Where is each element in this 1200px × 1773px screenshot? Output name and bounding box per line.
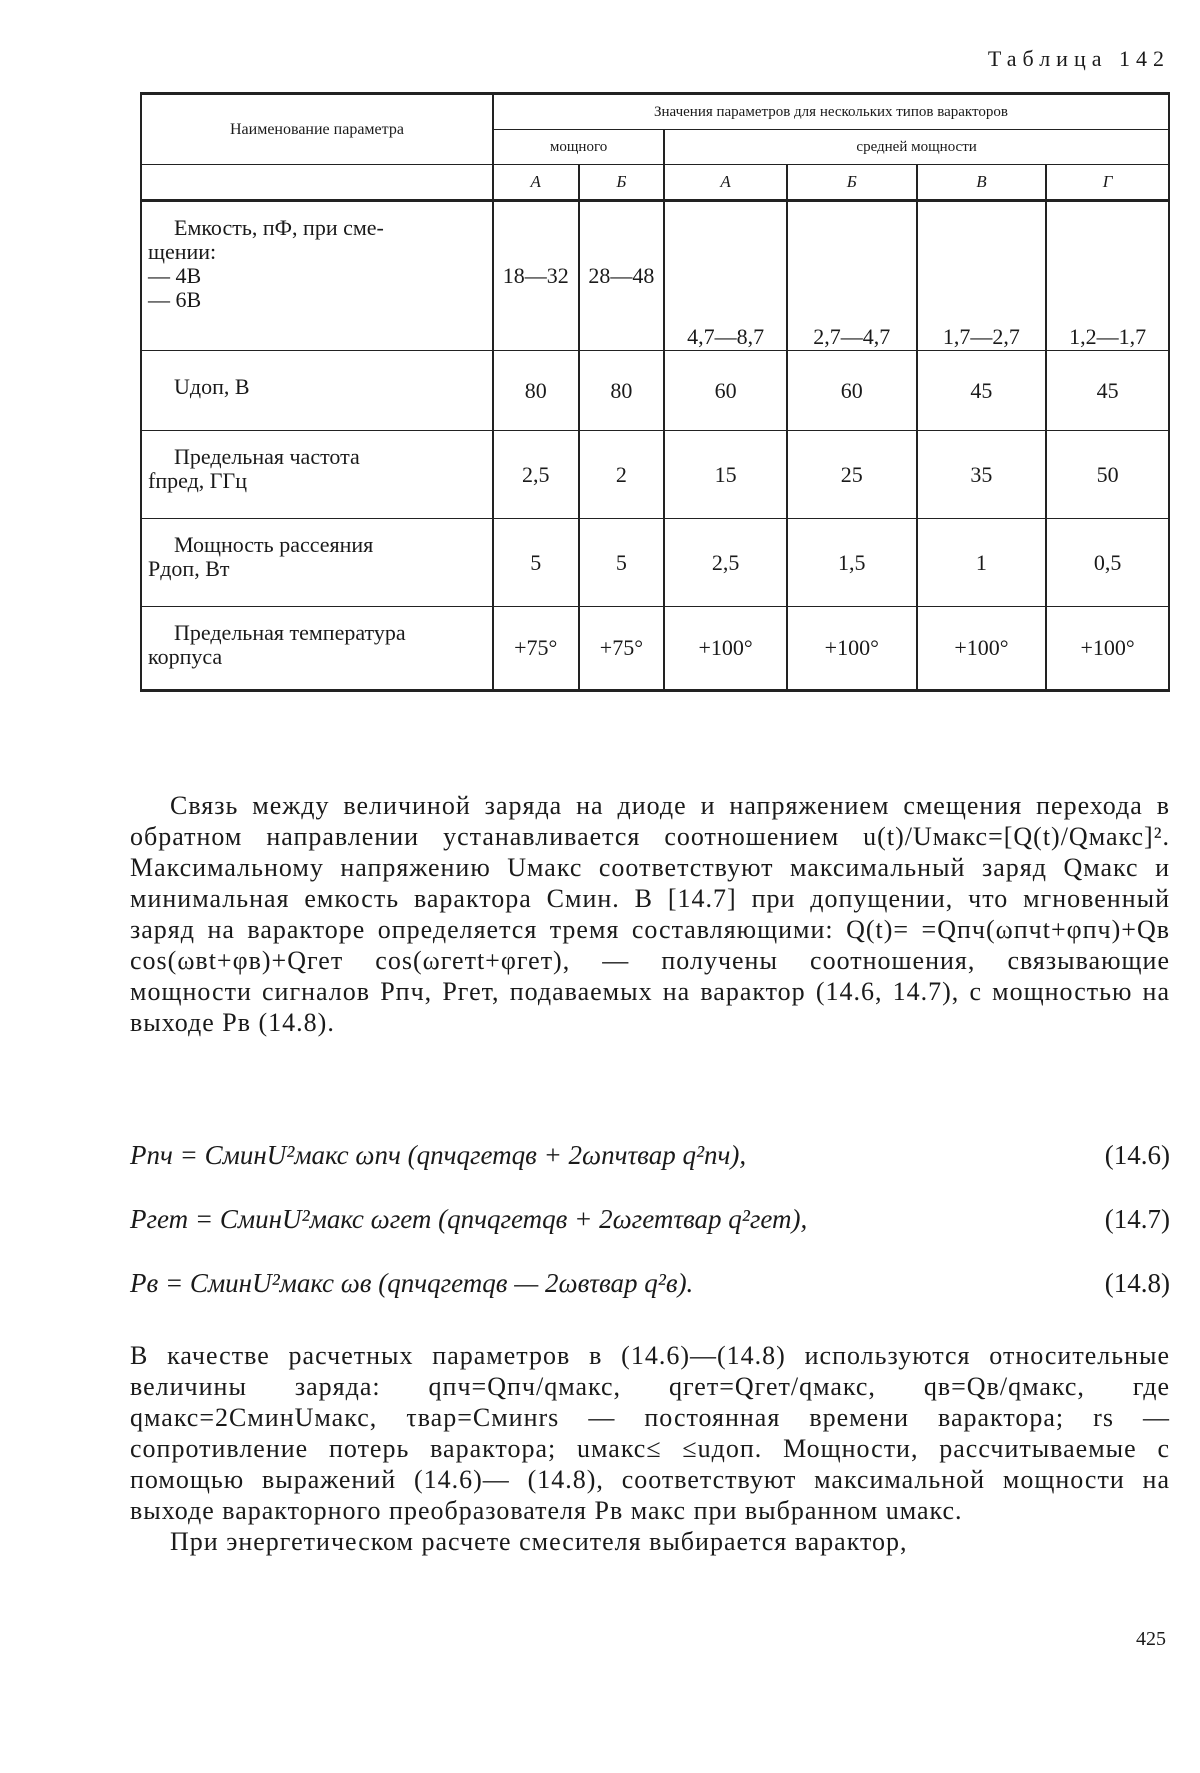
body-paragraph-2 xyxy=(130,1340,1170,1557)
row-label-line: Предельная частота xyxy=(174,444,360,469)
cell-value: 15 xyxy=(664,431,787,519)
cell-value: 0,5 xyxy=(1046,519,1169,607)
table-row xyxy=(141,519,1169,607)
row-label-line: Емкость, пФ, при сме- xyxy=(174,215,384,240)
cell-value: 45 xyxy=(1046,351,1169,431)
cell-value: 28—48 xyxy=(579,201,665,351)
type-header: Б xyxy=(787,165,917,201)
cell-value: 4,7—8,7 xyxy=(664,201,787,351)
cell-value: 5 xyxy=(579,519,665,607)
row-label xyxy=(141,607,493,691)
row-label-line: fпред, ГГц xyxy=(148,468,247,493)
row-label-line: Pдоп, Вт xyxy=(148,556,230,581)
paragraph-text: В качестве расчетных параметров в (14.6)—(14.8) используются относительные величины заряда: qпч=Qпч/qмакс, qгет=Qгет/qмакс, qв=Qв/qмакс, где qмакс=2CминUмакс, τвар=Cминrs — постоянная времени варактора; rs — сопротивление потерь варактора; uмакс≤ ≤uдоп. Мощности, рассчитываемые с помощью выражений (14.6)— (14.8), соответствуют максимальной мощности на выходе варакторного преобразователя Pв макс при выбранном uмакс. xyxy=(130,1341,1170,1525)
cell-value: 60 xyxy=(664,351,787,431)
param-name-header: Наименование параметра xyxy=(141,94,493,165)
table-row xyxy=(141,201,1169,351)
cell-value: 50 xyxy=(1046,431,1169,519)
row-label xyxy=(141,519,493,607)
cell-value: 80 xyxy=(493,351,579,431)
subgroup-header-medium: средней мощности xyxy=(664,130,1169,165)
equation-formula: Pпч = CминU²макс ωпч (qпчqгетqв + 2ωпчτвар q²пч), xyxy=(130,1140,747,1170)
row-label-line: — 6В xyxy=(148,287,202,312)
type-header: Г xyxy=(1046,165,1169,201)
cell-value: 25 xyxy=(787,431,917,519)
cell-value: 1 xyxy=(917,519,1047,607)
type-header: А xyxy=(664,165,787,201)
equation-number: (14.7) xyxy=(1104,1204,1170,1234)
cell-value: 18—32 xyxy=(493,201,579,351)
cell-value: 2,5 xyxy=(493,431,579,519)
paragraph-text: При энергетическом расчете смесителя выбирается варактор, xyxy=(170,1527,908,1556)
row-label-line: Мощность рассеяния xyxy=(174,532,374,557)
cell-value: +75° xyxy=(579,607,665,691)
cell-value: 2 xyxy=(579,431,665,519)
table-row xyxy=(141,431,1169,519)
cell-value: 45 xyxy=(917,351,1047,431)
cell-value: 60 xyxy=(787,351,917,431)
equation-formula: Pгет = CминU²макс ωгет (qпчqгетqв + 2ωгетτвар q²гет), xyxy=(130,1204,808,1234)
table-row xyxy=(141,351,1169,431)
cell-value: +100° xyxy=(917,607,1047,691)
subgroup-header-power: мощного xyxy=(493,130,664,165)
row-label-line: корпуса xyxy=(148,644,223,669)
type-header: В xyxy=(917,165,1047,201)
type-header-empty xyxy=(141,165,493,201)
cell-value: 2,5 xyxy=(664,519,787,607)
equation-number: (14.6) xyxy=(1104,1140,1170,1170)
type-header: Б xyxy=(579,165,665,201)
cell-value: 1,5 xyxy=(787,519,917,607)
body-paragraph-1 xyxy=(130,790,1170,1038)
row-label-line: Uдоп, В xyxy=(174,374,250,399)
type-header: А xyxy=(493,165,579,201)
equation-14-6 xyxy=(130,1140,1170,1180)
row-label xyxy=(141,431,493,519)
equation-formula: Pв = CминU²макс ωв (qпчqгетqв — 2ωвτвар q²в). xyxy=(130,1268,694,1298)
row-label xyxy=(141,351,493,431)
cell-value: 1,2—1,7 xyxy=(1046,201,1169,351)
group-header: Значения параметров для нескольких типов варакторов xyxy=(493,94,1169,130)
cell-value: +100° xyxy=(1046,607,1169,691)
row-label-line: Предельная температура xyxy=(174,620,406,645)
paragraph-text: Связь между величиной заряда на диоде и напряжением смещения перехода в обратном направлении устанавливается соотношением u(t)/Uмакс=[Q(t)/Qмакс]². Максимальному напряжению Uмакс соответствуют максимальный заряд Qмакс и минимальная емкость варактора Cмин. В [14.7] при допущении, что мгновенный заряд на варакторе определяется тремя составляющими: Q(t)= =Qпч(ωпчt+φпч)+Qв cos(ωвt+φв)+Qгет cos(ωгетt+φгет), — получены соотношения, связывающие мощности сигналов Pпч, Pгет, подаваемых на варактор (14.6, 14.7), с мощностью на выходе Pв (14.8). xyxy=(130,791,1170,1037)
cell-value: +100° xyxy=(664,607,787,691)
page-number: 425 xyxy=(1136,1628,1166,1650)
row-label-line: щении: xyxy=(148,239,217,264)
equation-14-8 xyxy=(130,1268,1170,1308)
table-row xyxy=(141,607,1169,691)
cell-value: 2,7—4,7 xyxy=(787,201,917,351)
cell-value: +75° xyxy=(493,607,579,691)
cell-value: +100° xyxy=(787,607,917,691)
equation-14-7 xyxy=(130,1204,1170,1244)
cell-value: 5 xyxy=(493,519,579,607)
cell-value: 1,7—2,7 xyxy=(917,201,1047,351)
cell-value: 35 xyxy=(917,431,1047,519)
table-caption: Таблица 142 xyxy=(987,46,1170,71)
row-label xyxy=(141,201,493,351)
row-label-line: — 4В xyxy=(148,263,202,288)
equation-number: (14.8) xyxy=(1104,1268,1170,1298)
parameters-table xyxy=(140,92,1170,692)
cell-value: 80 xyxy=(579,351,665,431)
